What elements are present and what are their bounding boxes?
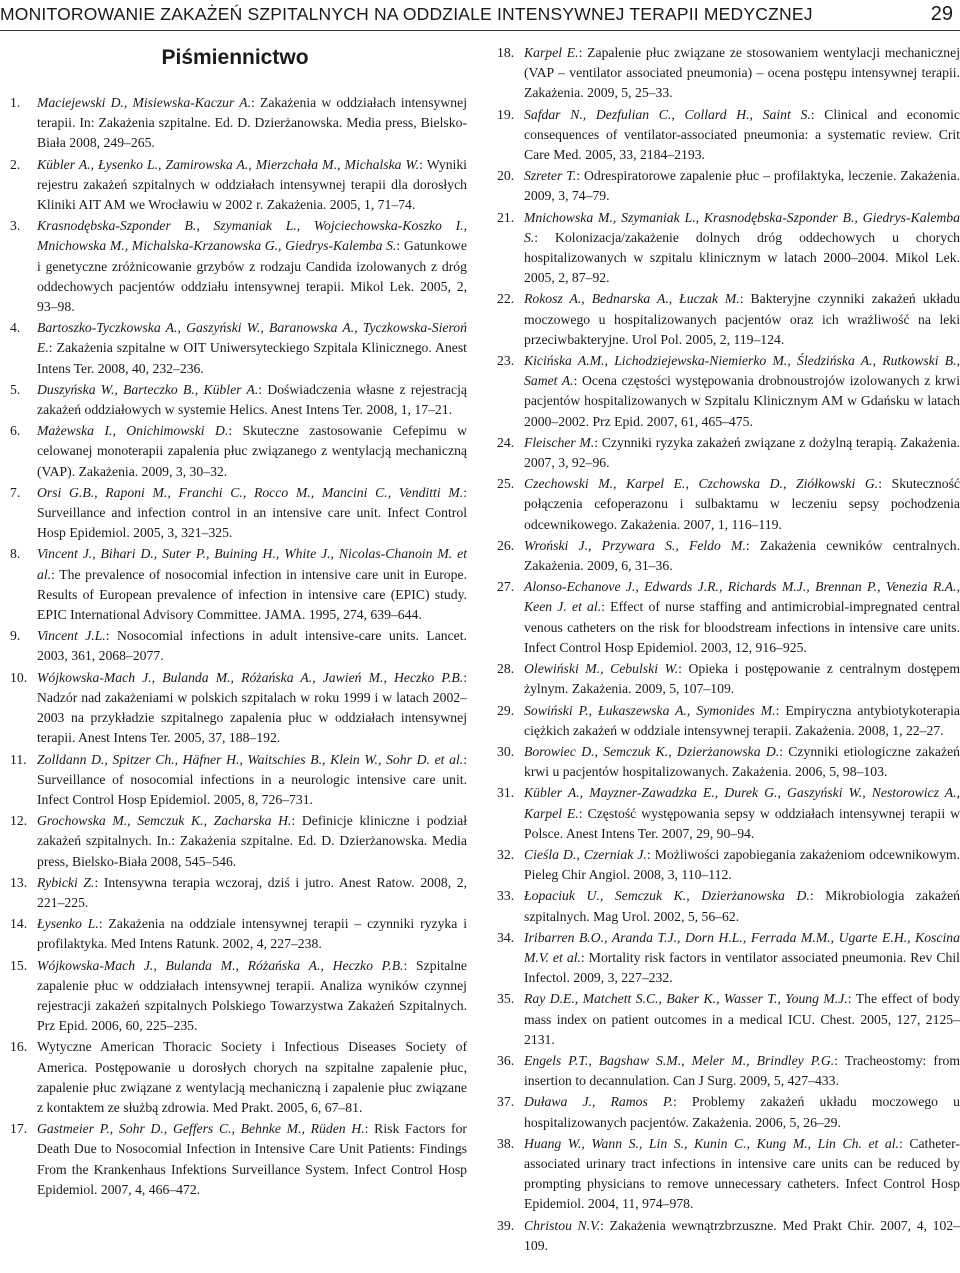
reference-citation: : Mikrobiologia zakażeń szpitalnych. Mag Urol. 2002, 5, 56–62. bbox=[524, 888, 960, 924]
reference-item bbox=[497, 208, 960, 289]
reference-authors: Huang W., Wann S., Lin S., Kunin C., Kung M., Lin Ch. et al. bbox=[524, 1135, 899, 1151]
reference-citation: : Skuteczne zastosowanie Cefepimu w celowanej monoterapii zapalenia płuc związanego z wentylacją mechaniczną (VAP). Zakażenia. 2009, 3, 30–32. bbox=[37, 423, 467, 479]
reference-citation: Wytyczne American Thoracic Society i Infectious Diseases Society of America. Postępowanie u dorosłych chorych na szpitalne zapalenie płuc, zapalenie płuc związane z wentylacją mechaniczną i zapalenie płuc związane z kontaktem ze służbą zdrowia. Med Prakt. 2005, 6, 67–81. bbox=[37, 1039, 467, 1115]
reference-item bbox=[10, 216, 467, 317]
section-title: Piśmiennictwo bbox=[161, 46, 309, 69]
reference-number: 8. bbox=[10, 546, 21, 562]
reference-authors: Olewiński M., Cebulski W. bbox=[524, 661, 679, 677]
reference-citation: : Doświadczenia własne z rejestracją zakażeń oddziałowych w systemie Helics. Anest Intens Ter. 2008, 1, 17–21. bbox=[37, 381, 467, 418]
reference-number: 29. bbox=[497, 702, 515, 718]
reference-authors: Kübler A., Mayzner-Zawadzka E., Durek G., Gaszyński W., Nestorowicz A., Karpel E. bbox=[524, 785, 960, 821]
reference-number: 17. bbox=[10, 1121, 28, 1137]
reference-authors: Ray D.E., Matchett S.C., Baker K., Wasser T., Young M.J. bbox=[524, 991, 848, 1007]
reference-item bbox=[10, 668, 467, 749]
reference-citation: : Odrespiratorowe zapalenie płuc – profilaktyka, leczenie. Zakażenia. 2009, 3, 74–79. bbox=[524, 168, 960, 204]
reference-authors: Orsi G.B., Raponi M., Franchi C., Rocco M., Mancini C., Venditti M. bbox=[37, 484, 464, 500]
reference-citation: : Zakażenia szpitalne w OIT Uniwersyteckiego Szpitala Klinicznego. Anest Intens Ter. 2008, 40, 232–236. bbox=[37, 340, 467, 376]
reference-citation: : Skuteczność połączenia cefoperazonu i sulbaktamu w leczeniu sepsy pochodzenia odcewnikowego. Zakażenia. 2007, 1, 116–119. bbox=[524, 476, 960, 532]
reference-citation: : Zakażenia na oddziale intensywnej terapii – czynniki ryzyka i profilaktyka. Med Intens Ratunk. 2002, 4, 227–238. bbox=[37, 916, 468, 952]
reference-citation: : The effect of body mass index on patient outcomes in a medical ICU. Chest. 2005, 127, 2125–2131. bbox=[524, 991, 960, 1047]
reference-item bbox=[10, 873, 467, 913]
reference-citation: : Zakażenia w oddziałach intensywnej terapii. In: Zakażenia szpitalne. Ed. D. Dzierżanowska. Media press, Bielsko-Biała 2008, 249–265. bbox=[37, 95, 467, 151]
reference-number: 7. bbox=[10, 484, 21, 500]
reference-item bbox=[497, 1051, 960, 1091]
reference-authors: Sowiński P., Łukaszewska A., Symonides M. bbox=[524, 702, 776, 718]
reference-number: 12. bbox=[10, 813, 28, 829]
reference-item bbox=[10, 1119, 467, 1200]
reference-authors: Safdar N., Dezfulian C., Collard H., Saint S. bbox=[524, 106, 811, 122]
reference-citation: : Zakażenia wewnątrzbrzuszne. Med Prakt Chir. 2007, 4, 102–109. bbox=[524, 1217, 960, 1253]
reference-number: 6. bbox=[10, 423, 21, 439]
reference-item bbox=[10, 811, 467, 872]
reference-citation: : Problemy zakażeń układu moczowego u hospitalizowanych pacjentów. Zakażenia. 2006, 5, 26–29. bbox=[524, 1094, 960, 1130]
reference-authors: Kübler A., Łysenko L., Zamirowska A., Mierzchała M., Michalska W. bbox=[37, 156, 420, 172]
reference-number: 23. bbox=[497, 353, 515, 369]
reference-number: 5. bbox=[10, 381, 21, 397]
reference-number: 1. bbox=[10, 95, 21, 110]
references-right-column bbox=[497, 43, 960, 1257]
reference-number: 34. bbox=[497, 929, 515, 945]
reference-authors: Rokosz A., Bednarska A., Łuczak M. bbox=[524, 291, 740, 307]
reference-authors: Wójkowska-Mach J., Bulanda M., Różańska A., Jawień M., Heczko P.B. bbox=[37, 669, 464, 685]
reference-citation: : Wyniki rejestru zakażeń szpitalnych w oddziałach intensywnej terapii dla dorosłych Kliniki AIT AM we Wrocławiu w 2002 r. Zakażenia. 2005, 1, 71–74. bbox=[37, 156, 467, 213]
reference-item bbox=[497, 989, 960, 1050]
reference-citation: : Surveillance and infection control in an intensive care unit. Infect Control Hosp Epidemiol. 2005, 3, 321–325. bbox=[37, 484, 467, 541]
reference-citation: : Mortality risk factors in ventilator associated pneumonia. Rev Chil Infectol. 2009, 3, 227–232. bbox=[524, 949, 960, 986]
reference-authors: Maciejewski D., Misiewska-Kaczur A. bbox=[37, 95, 252, 110]
reference-item bbox=[10, 750, 467, 811]
reference-item bbox=[10, 626, 467, 666]
reference-number: 28. bbox=[497, 661, 515, 677]
reference-item bbox=[10, 914, 467, 954]
reference-citation: : Czynniki etiologiczne zakażeń krwi u pacjentów hospitalizowanych. Zakażenia. 2006, 5, 98–103. bbox=[524, 743, 960, 780]
reference-item bbox=[497, 742, 960, 782]
reference-number: 10. bbox=[10, 669, 28, 685]
reference-number: 38. bbox=[497, 1135, 515, 1151]
reference-number: 9. bbox=[10, 628, 21, 644]
reference-authors: Krasnodębska-Szponder B., Szymaniak L., Wojciechowska-Koszko I., Mnichowska M., Michalska-Krzanowska G., Giedrys-Kalemba S. bbox=[37, 218, 467, 254]
reference-number: 3. bbox=[10, 218, 21, 234]
reference-item bbox=[497, 289, 960, 350]
reference-number: 21. bbox=[497, 209, 515, 225]
reference-citation: : Effect of nurse staffing and antimicrobial-impregnated central venous catheters on the risk for bloodstream infections in intensive care units. Infect Control Hosp Epidemiol. 2003, 12, 916–925. bbox=[524, 599, 960, 655]
reference-authors: Fleischer M. bbox=[524, 434, 595, 450]
reference-number: 39. bbox=[497, 1217, 515, 1233]
reference-citation: : Surveillance of nosocomial infections in a neurologic intensive care unit. Infect Control Hosp Epidemiol. 2005, 8, 726–731. bbox=[37, 751, 467, 807]
reference-authors: Duława J., Ramos P. bbox=[524, 1094, 673, 1110]
reference-number: 16. bbox=[10, 1039, 28, 1055]
reference-item bbox=[497, 105, 960, 166]
reference-item bbox=[497, 928, 960, 989]
reference-citation: : Intensywna terapia wczoraj, dziś i jutro. Anest Ratow. 2008, 2, 221–225. bbox=[37, 874, 467, 910]
reference-item bbox=[497, 577, 960, 658]
reference-number: 24. bbox=[497, 434, 515, 450]
reference-item bbox=[497, 474, 960, 535]
reference-item bbox=[497, 351, 960, 432]
reference-citation: : Clinical and economic consequences of ventilator-associated pneumonia: a systematic review. Crit Care Med. 2005, 33, 2184–2193. bbox=[524, 106, 960, 163]
reference-citation: : Tracheostomy: from insertion to decannulation. Can J Surg. 2009, 5, 427–433. bbox=[524, 1052, 960, 1089]
reference-item bbox=[10, 1037, 467, 1118]
reference-item bbox=[497, 886, 960, 926]
reference-authors: Alonso-Echanove J., Edwards J.R., Richards M.J., Brennan P., Venezia R.A., Keen J. et al. bbox=[524, 579, 960, 615]
reference-item bbox=[10, 483, 467, 544]
reference-authors: Szreter T. bbox=[524, 168, 577, 184]
reference-number: 20. bbox=[497, 168, 515, 184]
header-rule bbox=[0, 30, 960, 31]
reference-item bbox=[497, 783, 960, 844]
reference-item bbox=[10, 155, 467, 216]
reference-item bbox=[10, 544, 467, 625]
reference-item bbox=[497, 1134, 960, 1215]
reference-item bbox=[497, 433, 960, 473]
reference-authors: Vincent J.L. bbox=[37, 628, 106, 644]
reference-citation: : Empiryczna antybiotykoterapia ciężkich zakażeń w oddziale intensywnej terapii. Zakażenia. 2008, 1, 22–27. bbox=[524, 702, 960, 738]
reference-number: 11. bbox=[10, 751, 27, 767]
reference-item bbox=[10, 93, 467, 154]
reference-authors: Łysenko L. bbox=[37, 916, 99, 932]
reference-citation: : Częstość występowania sepsy w oddziałach intensywnej terapii w Polsce. Anest Intens Ter. 2007, 29, 90–94. bbox=[524, 805, 960, 841]
reference-citation: : Kolonizacja/zakażenie dolnych dróg oddechowych u chorych hospitalizowanych w szpitalu klinicznym w latach 2000–2004. Mikol Lek. 2005, 2, 87–92. bbox=[524, 229, 960, 286]
reference-number: 15. bbox=[10, 957, 28, 973]
reference-number: 30. bbox=[497, 743, 515, 759]
reference-authors: Zolldann D., Spitzer Ch., Häfner H., Waitschies B., Klein W., Sohr D. et al. bbox=[37, 751, 464, 767]
reference-authors: Mnichowska M., Szymaniak L., Krasnodębska-Szponder B., Giedrys-Kalemba S. bbox=[524, 209, 960, 245]
reference-item bbox=[497, 701, 960, 741]
reference-authors: Mażewska I., Onichimowski D. bbox=[37, 423, 229, 439]
reference-citation: : Catheter-associated urinary tract infections in intensive care units can be reduced by prompting physicians to remove unnecessary catheters. Infect Control Hosp Epidemiol. 2004, 11, 974–978. bbox=[524, 1135, 960, 1212]
reference-authors: Engels P.T., Bagshaw S.M., Meler M., Brindley P.G. bbox=[524, 1052, 835, 1068]
reference-item bbox=[497, 1092, 960, 1132]
reference-authors: Łopaciuk U., Semczuk K., Dzierżanowska D. bbox=[524, 888, 810, 904]
reference-authors: Bartoszko-Tyczkowska A., Gaszyński W., Baranowska A., Tyczkowska-Sieroń E. bbox=[37, 320, 467, 356]
reference-authors: Duszyńska W., Barteczko B., Kübler A. bbox=[37, 381, 259, 397]
running-title: MONITOROWANIE ZAKAŻEŃ SZPITALNYCH NA ODDZIALE INTENSYWNEJ TERAPII MEDYCZNEJ bbox=[0, 4, 813, 24]
reference-item bbox=[497, 1216, 960, 1256]
reference-number: 27. bbox=[497, 579, 515, 595]
reference-authors: Grochowska M., Semczuk K., Zacharska H. bbox=[37, 813, 292, 829]
reference-number: 18. bbox=[497, 45, 515, 60]
reference-number: 19. bbox=[497, 106, 515, 122]
reference-number: 22. bbox=[497, 291, 515, 307]
reference-number: 35. bbox=[497, 991, 515, 1007]
reference-citation: : Opieka i postępowanie z centralnym dostępem żylnym. Zakażenia. 2009, 5, 107–109. bbox=[524, 661, 960, 697]
reference-authors: Karpel E. bbox=[524, 45, 579, 60]
reference-citation: : Czynniki ryzyka zakażeń związane z dożylną terapią. Zakażenia. 2007, 3, 92–96. bbox=[524, 434, 960, 471]
reference-number: 14. bbox=[10, 916, 28, 932]
reference-number: 33. bbox=[497, 888, 515, 904]
reference-item bbox=[497, 845, 960, 885]
reference-citation: : Gatunkowe i genetyczne zróżnicowanie grzybów z rodzaju Candida izolowanych z dróg oddechowych pacjentów oddziału intensywnej terapii. Mikol Lek. 2005, 2, 93–98. bbox=[37, 238, 467, 315]
reference-item bbox=[10, 421, 467, 482]
reference-item bbox=[10, 318, 467, 379]
reference-authors: Rybicki Z. bbox=[37, 874, 95, 890]
reference-citation: : The prevalence of nosocomial infection in intensive care unit in Europe. Results of European prevalence of infection in intensive care (EPIC) study. EPIC International Advisory Committee. JAMA. 1995, 274, 639–644. bbox=[37, 566, 467, 623]
reference-number: 32. bbox=[497, 846, 515, 862]
reference-citation: : Ocena częstości występowania drobnoustrojów izolowanych z krwi pacjentów hospitalizowanych w Szpitalu Klinicznym AM w Gdańsku w latach 2000–2002. Prz Epid. 2007, 61, 465–475. bbox=[524, 373, 960, 429]
reference-item bbox=[10, 380, 467, 420]
reference-item bbox=[10, 956, 467, 1037]
reference-number: 36. bbox=[497, 1052, 515, 1068]
reference-item bbox=[497, 659, 960, 699]
reference-authors: Czechowski M., Karpel E., Czchowska D., Ziółkowski G. bbox=[524, 476, 879, 492]
page-number: 29 bbox=[930, 3, 953, 25]
reference-number: 31. bbox=[497, 785, 515, 801]
reference-authors: Vincent J., Bihari D., Suter P., Buining H., White J., Nicolas-Chanoin M. et al. bbox=[37, 546, 467, 582]
reference-number: 26. bbox=[497, 537, 515, 553]
reference-citation: : Możliwości zapobiegania zakażeniom odcewnikowym. Pieleg Chir Angiol. 2008, 3, 110–112. bbox=[524, 846, 960, 883]
references-left-column bbox=[10, 93, 467, 1201]
reference-number: 2. bbox=[10, 156, 21, 172]
reference-item bbox=[497, 43, 960, 104]
reference-citation: : Zakażenia cewników centralnych. Zakażenia. 2009, 6, 31–36. bbox=[524, 537, 960, 574]
reference-item bbox=[497, 166, 960, 206]
reference-number: 4. bbox=[10, 320, 21, 336]
reference-number: 25. bbox=[497, 476, 515, 492]
reference-authors: Wójkowska-Mach J., Bulanda M., Różańska A., Heczko P.B. bbox=[37, 957, 404, 973]
reference-citation: : Zapalenie płuc związane ze stosowaniem wentylacji mechanicznej (VAP – ventilator associated pneumonia) – ocena postępu intensywnej terapii. Zakażenia. 2009, 5, 25–33. bbox=[524, 45, 960, 101]
reference-authors: Cieśla D., Czerniak J. bbox=[524, 846, 647, 862]
reference-citation: : Nadzór nad zakażeniami w polskich szpitalach w roku 1999 i w latach 2002–2003 na przykładzie szpitalnego zapalenia płuc w oddziałach intensywnej terapii. Anest Intens Ter. 2005, 37, 188–192. bbox=[37, 669, 467, 746]
reference-item bbox=[497, 536, 960, 576]
reference-authors: Christou N.V. bbox=[524, 1217, 601, 1233]
reference-authors: Wroński J., Przywara S., Feldo M. bbox=[524, 537, 746, 553]
reference-citation: : Szpitalne zapalenie płuc w oddziałach intensywnej terapii. Analiza wyników czynnej rejestracji zakażeń szpitalnych Polskiego Towarzystwa Zakażeń Szpitalnych. Prz Epid. 2006, 60, 225–235. bbox=[37, 957, 467, 1034]
reference-citation: : Risk Factors for Death Due to Nosocomial Infection in Intensive Care Unit Patients: Findings From the Krankenhaus Infektions Surveillance System. Infect Control Hosp Epidemiol. 2007, 4, 466–472. bbox=[37, 1121, 467, 1197]
reference-authors: Gastmeier P., Sohr D., Geffers C., Behnke M., Rüden H. bbox=[37, 1121, 365, 1137]
reference-authors: Kicińska A.M., Lichodziejewska-Niemierko M., Śledzińska A., Rutkowski B., Samet A. bbox=[524, 353, 960, 389]
reference-authors: Iribarren B.O., Aranda T.J., Dorn H.L., Ferrada M.M., Ugarte E.H., Koscina M.V. et al. bbox=[524, 929, 960, 965]
reference-number: 37. bbox=[497, 1094, 515, 1110]
reference-citation: : Definicje kliniczne i podział zakażeń szpitalnych. In.: Zakażenia szpitalne. Ed. D. Dzierżanowska. Media press, Bielsko-Biała 2008, 545–546. bbox=[37, 813, 468, 869]
reference-citation: : Nosocomial infections in adult intensive-care units. Lancet. 2003, 361, 2068–2077. bbox=[37, 628, 467, 664]
reference-number: 13. bbox=[10, 874, 28, 890]
reference-citation: : Bakteryjne czynniki zakażeń układu moczowego u hospitalizowanych pacjentów oraz ich wrażliwość na leki przeciwbakteryjne. Urol Pol. 2005, 2, 119–124. bbox=[524, 291, 960, 347]
reference-authors: Borowiec D., Semczuk K., Dzierżanowska D. bbox=[524, 743, 780, 759]
